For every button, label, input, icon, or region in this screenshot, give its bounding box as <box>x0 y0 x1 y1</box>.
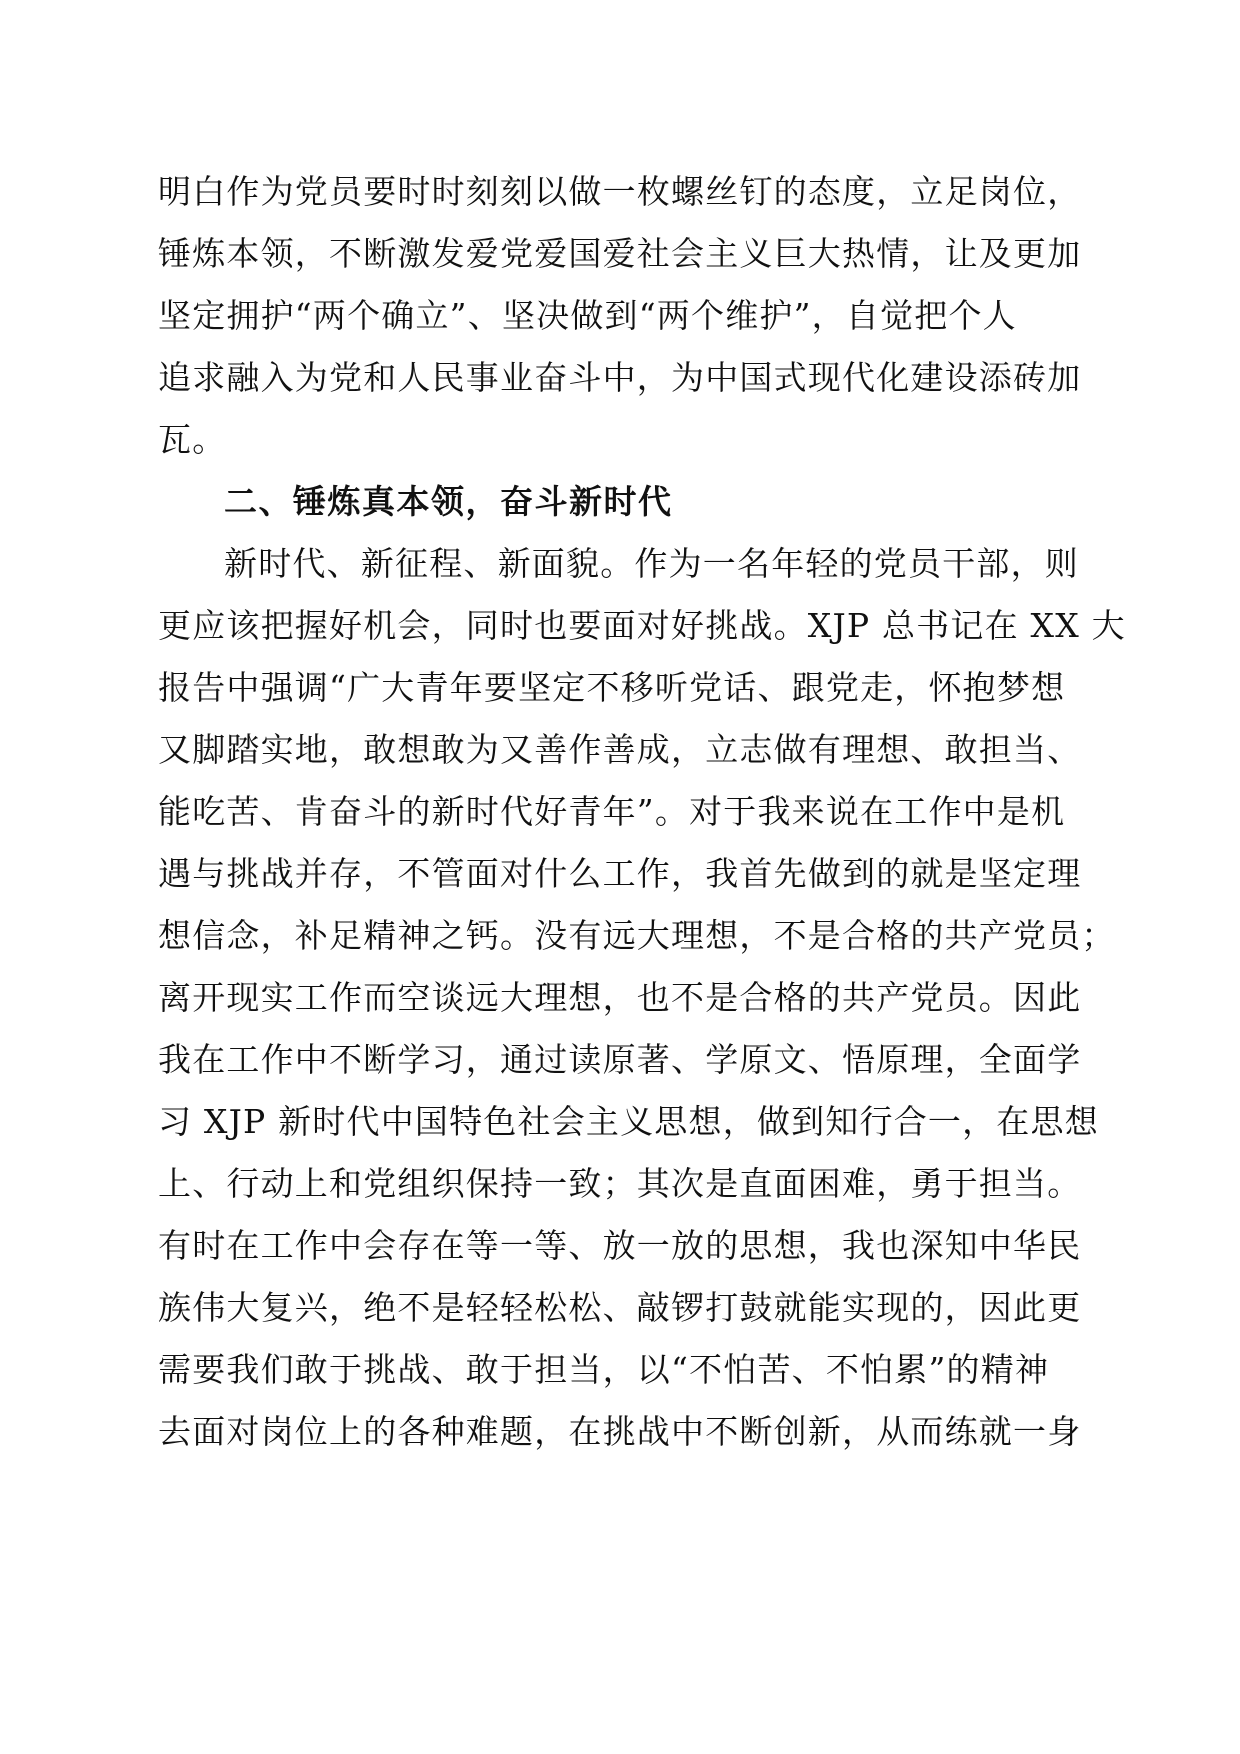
paragraph-line: 遇与挑战并存，不管面对什么工作，我首先做到的就是坚定理 <box>158 854 1082 893</box>
paragraph-line: 需要我们敢于挑战、敢于担当，以“不怕苦、不怕累”的精神 <box>158 1350 1050 1389</box>
paragraph-line: 锤炼本领，不断激发爱党爱国爱社会主义巨大热情，让及更加 <box>158 234 1082 273</box>
paragraph-line: 习 XJP 新时代中国特色社会主义思想，做到知行合一，在思想 <box>158 1102 1099 1141</box>
paragraph-line: 有时在工作中会存在等一等、放一放的思想，我也深知中华民 <box>158 1226 1082 1265</box>
paragraph-line: 坚定拥护“两个确立”、坚决做到“两个维护”，自觉把个人 <box>158 296 1017 335</box>
paragraph-line: 又脚踏实地，敢想敢为又善作善成，立志做有理想、敢担当、 <box>158 730 1082 769</box>
paragraph-line: 上、行动上和党组织保持一致；其次是直面困难，勇于担当。 <box>158 1164 1082 1203</box>
paragraph-line: 想信念，补足精神之钙。没有远大理想，不是合格的共产党员； <box>158 916 1116 955</box>
paragraph-line: 追求融入为党和人民事业奋斗中，为中国式现代化建设添砖加 <box>158 358 1082 397</box>
paragraph-line: 瓦。 <box>158 420 227 459</box>
paragraph-line: 明白作为党员要时时刻刻以做一枚螺丝钉的态度，立足岗位， <box>158 172 1082 211</box>
section-heading: 二、锤炼真本领，奋斗新时代 <box>224 482 673 521</box>
paragraph-line: 报告中强调“广大青年要坚定不移听党话、跟党走，怀抱梦想 <box>158 668 1066 707</box>
paragraph-line: 能吃苦、肯奋斗的新时代好青年”。对于我来说在工作中是机 <box>158 792 1066 831</box>
paragraph-line: 我在工作中不断学习，通过读原著、学原文、悟原理，全面学 <box>158 1040 1082 1079</box>
paragraph-line: 新时代、新征程、新面貌。作为一名年轻的党员干部，则 <box>224 544 1079 583</box>
paragraph-line: 更应该把握好机会，同时也要面对好挑战。XJP 总书记在 XX 大 <box>158 606 1126 645</box>
paragraph-line: 族伟大复兴，绝不是轻轻松松、敲锣打鼓就能实现的，因此更 <box>158 1288 1082 1327</box>
paragraph-line: 离开现实工作而空谈远大理想，也不是合格的共产党员。因此 <box>158 978 1082 1017</box>
paragraph-line: 去面对岗位上的各种难题，在挑战中不断创新，从而练就一身 <box>158 1412 1082 1451</box>
